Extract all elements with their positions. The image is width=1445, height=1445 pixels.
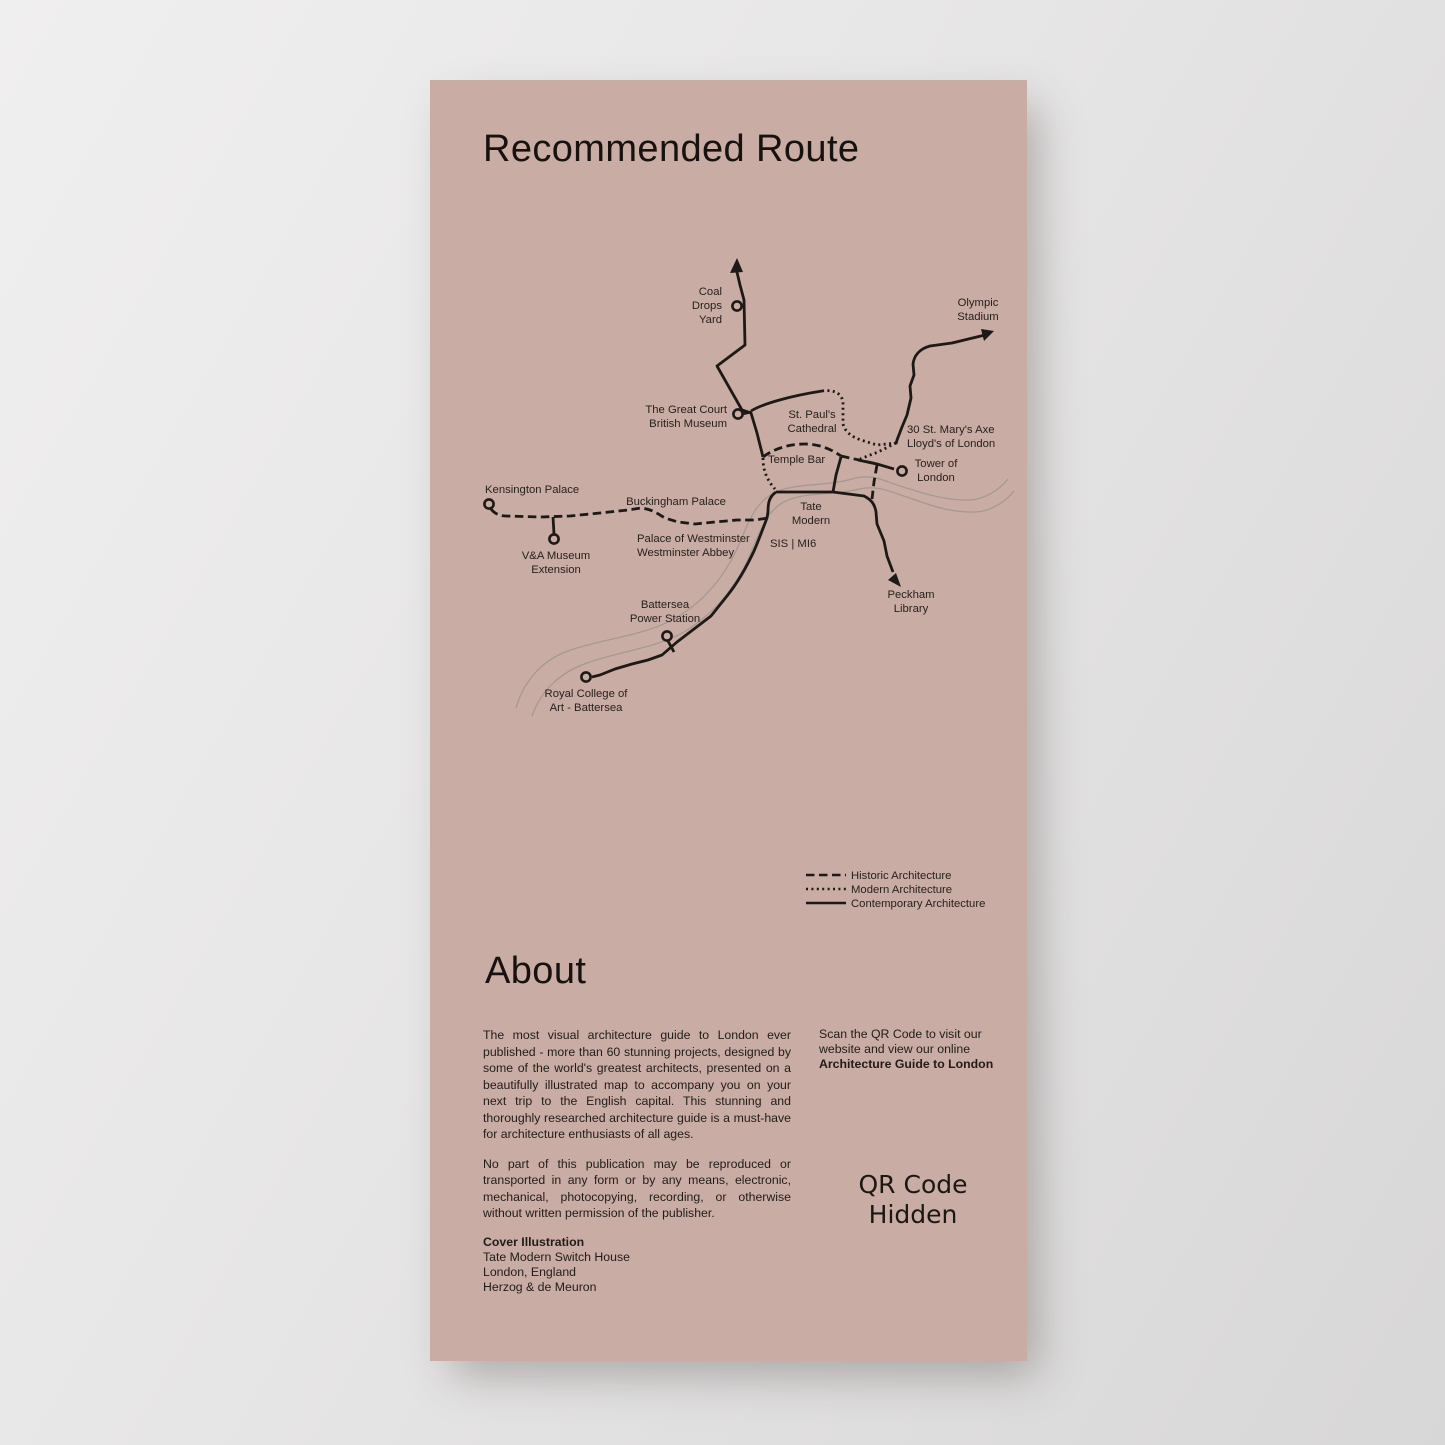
station-label-st-marys-axe: 30 St. Mary's Axe Lloyd's of London bbox=[907, 424, 996, 450]
station-marker-royal-college-art bbox=[581, 672, 590, 681]
cover-illustration-heading: Cover Illustration bbox=[483, 1234, 585, 1249]
route-modern-to-block bbox=[860, 443, 896, 459]
station-label-buckingham-palace: Buckingham Palace bbox=[626, 496, 726, 508]
cover-illustration-line: London, England bbox=[483, 1264, 576, 1279]
station-label-sis-mi6: SIS | MI6 bbox=[770, 538, 817, 550]
station-label-st-pauls-cathedral: St. Paul's Cathedral bbox=[787, 409, 837, 435]
route-block-east-side bbox=[872, 465, 877, 499]
station-label-great-court: The Great Court British Museum bbox=[645, 404, 727, 430]
station-marker-tower-of-london bbox=[897, 466, 906, 475]
station-label-temple-bar: Temple Bar bbox=[768, 454, 826, 466]
about-paragraph-2: No part of this publication may be reproduced or transported in any form or by any means, electronic, mechanical, photocopying, recording, or otherwise without written permission of the publisher. bbox=[483, 1156, 791, 1220]
legend-label-dotted: Modern Architecture bbox=[851, 884, 953, 896]
poster-title: Recommended Route bbox=[483, 128, 860, 170]
arrow-peckham bbox=[888, 573, 901, 587]
station-label-royal-college-art: Royal College of Art - Battersea bbox=[544, 688, 628, 714]
station-marker-kensington-palace bbox=[484, 499, 493, 508]
poster-panel bbox=[430, 80, 1027, 1361]
station-marker-great-court bbox=[733, 409, 742, 418]
station-label-westminster: Palace of Westminster Westminster Abbey bbox=[637, 533, 750, 559]
station-label-tate-modern: Tate Modern bbox=[791, 501, 831, 527]
station-label-battersea-power: Battersea Power Station bbox=[629, 599, 701, 625]
about-left-column bbox=[483, 1027, 791, 1295]
cover-illustration-block bbox=[483, 1235, 791, 1296]
route-to-st-pauls bbox=[751, 391, 822, 411]
route-block-top-edge bbox=[841, 456, 877, 464]
cover-illustration-line: Tate Modern Switch House bbox=[483, 1249, 630, 1264]
about-paragraph-1: The most visual architecture guide to London ever published - more than 60 stunning projects, designed by some of the world's greatest architects, presented on a beautifully illustrated map to accompany you on your next trip to the English capital. This stunning and thoroughly researched architecture guide is a must-have for architecture enthusiasts of all ages. bbox=[483, 1028, 791, 1141]
qr-instruction-line: Scan the QR Code to visit our bbox=[819, 1027, 982, 1041]
route-peckham-branch bbox=[776, 492, 893, 572]
station-label-coal-drops-yard: Coal Drops Yard bbox=[691, 286, 722, 326]
station-marker-vna-museum bbox=[549, 534, 558, 543]
qr-column bbox=[819, 1027, 1019, 1071]
qr-guide-title: Architecture Guide to London bbox=[819, 1056, 994, 1071]
station-label-vna-museum: V&A Museum Extension bbox=[521, 550, 591, 576]
qr-hidden-line: Hidden bbox=[868, 1200, 958, 1229]
station-marker-battersea-power bbox=[662, 631, 671, 640]
station-label-olympic-stadium: Olympic Stadium bbox=[957, 297, 999, 323]
qr-instruction-line: website and view our online bbox=[819, 1041, 971, 1056]
qr-code-hidden-placeholder bbox=[813, 1170, 1013, 1230]
route-block-west-side bbox=[833, 457, 841, 492]
station-label-kensington-palace: Kensington Palace bbox=[485, 484, 580, 496]
about-heading: About bbox=[485, 950, 587, 992]
legend-label-solid: Contemporary Architecture bbox=[851, 898, 986, 910]
route-historic-west bbox=[491, 508, 768, 524]
legend-label-dashed: Historic Architecture bbox=[851, 870, 952, 882]
arrow-north bbox=[730, 258, 743, 273]
station-marker-coal-drops-yard bbox=[732, 301, 741, 310]
qr-hidden-line: QR Code bbox=[858, 1170, 968, 1199]
cover-illustration-line: Herzog & de Meuron bbox=[483, 1280, 597, 1295]
route-map bbox=[430, 240, 1027, 920]
station-label-peckham-library: Peckham Library bbox=[887, 589, 935, 615]
station-label-tower-of-london: Tower of London bbox=[914, 458, 958, 484]
route-vna-stem bbox=[553, 517, 554, 534]
arrow-olympic bbox=[981, 329, 994, 341]
river-thames-line bbox=[532, 488, 1014, 716]
